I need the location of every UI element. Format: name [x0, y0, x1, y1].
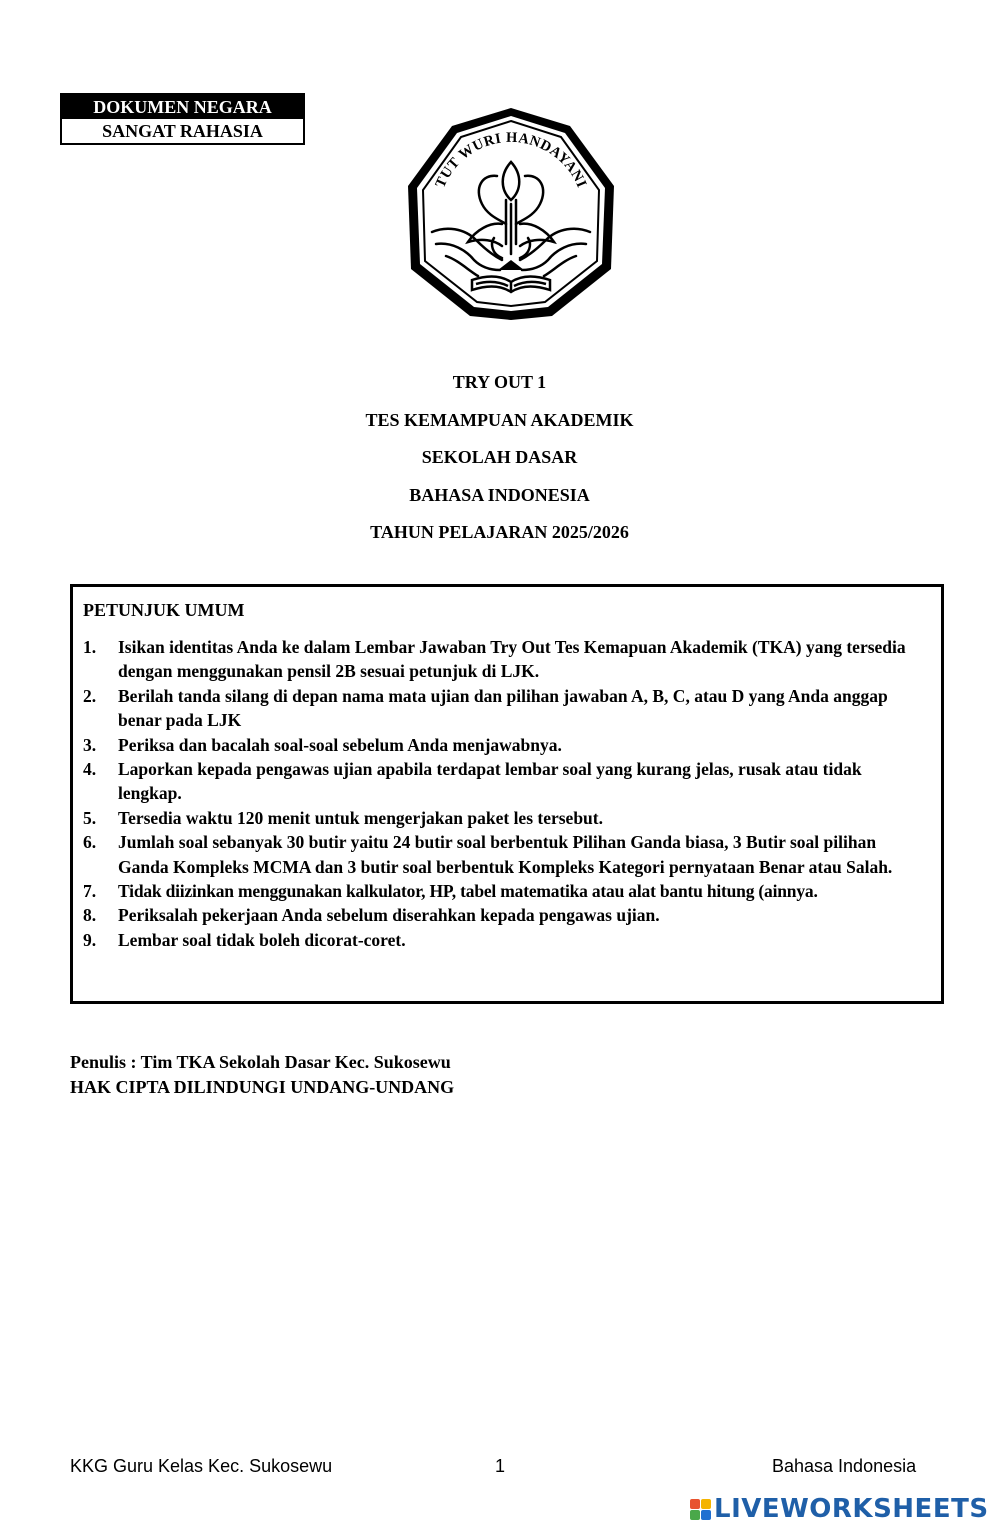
instruction-number: 2. — [83, 685, 97, 706]
instruction-text: Berilah tanda silang di depan nama mata ujian dan pilihan jawaban A, B, C, atau D yang Anda anggap benar pada LJK — [118, 685, 888, 731]
instruction-item — [83, 757, 929, 806]
title-tryout: TRY OUT 1 — [452, 372, 547, 392]
instruction-item — [83, 684, 929, 733]
instructions-heading: PETUNJUK UMUM — [83, 600, 245, 620]
footer-left: KKG Guru Kelas Kec. Sukosewu — [70, 1456, 333, 1476]
instruction-item — [83, 635, 929, 684]
instruction-text: Tidak diizinkan menggunakan kalkulator, HP, tabel matematika atau alat bantu hitung (ainnya. — [118, 881, 818, 902]
title-year: TAHUN PELAJARAN 2025/2026 — [370, 522, 629, 542]
logo-square — [690, 1510, 700, 1520]
instruction-text: Isikan identitas Anda ke dalam Lembar Jawaban Try Out Tes Kemapuan Akademik (TKA) yang tersedia dengan menggunakan pensil 2B sesuai petunjuk di LJK. — [118, 637, 906, 682]
instruction-number: 8. — [83, 905, 97, 926]
classification-line-2: SANGAT RAHASIA — [62, 119, 303, 143]
instruction-item — [83, 733, 929, 757]
instruction-number: 6. — [83, 832, 97, 853]
instruction-item — [83, 830, 929, 879]
instruction-text: Jumlah soal sebanyak 30 butir yaitu 24 butir soal berbentuk Pilihan Ganda biasa, 3 Butir soal pilihan Ganda Kompleks MCMA dan 3 butir soal berbentuk Kompleks Kategori pernyataan Benar atau Salah. — [118, 832, 893, 877]
title-subject: BAHASA INDONESIA — [409, 484, 590, 505]
title-school: SEKOLAH DASAR — [421, 447, 578, 467]
logo-square — [701, 1510, 711, 1520]
instruction-text: Tersedia waktu 120 menit untuk mengerjakan paket les tersebut. — [118, 807, 603, 828]
footer-page-number: 1 — [495, 1456, 506, 1476]
instructions-box — [70, 584, 944, 1004]
title-exam: TES KEMAMPUAN AKADEMIK — [365, 409, 634, 430]
liveworksheets-brand[interactable] — [690, 1494, 989, 1524]
brand-name: LIVEWORKSHEETS — [714, 1494, 989, 1524]
author-line: Penulis : Tim TKA Sekolah Dasar Kec. Sukosewu — [70, 1052, 451, 1072]
instruction-item — [83, 806, 929, 830]
instructions-list — [83, 635, 929, 952]
instruction-text: Periksalah pekerjaan Anda sebelum diserahkan kepada pengawas ujian. — [118, 905, 660, 926]
instruction-number: 1. — [83, 637, 97, 657]
instruction-number: 9. — [83, 929, 97, 950]
instruction-text: Periksa dan bacalah soal-soal sebelum Anda menjawabnya. — [118, 734, 562, 755]
instruction-item — [83, 879, 929, 903]
instruction-item — [83, 903, 929, 927]
instruction-text: Laporkan kepada pengawas ujian apabila terdapat lembar soal yang kurang jelas, rusak atau tidak lengkap. — [118, 759, 862, 804]
footer-right: Bahasa Indonesia — [772, 1456, 917, 1476]
tut-wuri-handayani-emblem-icon — [402, 104, 620, 322]
instruction-number: 3. — [83, 734, 97, 755]
instruction-number: 7. — [83, 881, 97, 902]
instruction-text: Lembar soal tidak boleh dicorat-coret. — [118, 929, 406, 950]
instruction-number: 4. — [83, 759, 97, 780]
classification-stamp — [60, 93, 305, 145]
logo-square — [690, 1499, 700, 1509]
emblem-motto: TUT WURI HANDAYANI — [432, 129, 590, 191]
classification-line-1: DOKUMEN NEGARA — [62, 95, 303, 119]
instruction-number: 5. — [83, 807, 97, 828]
liveworksheets-logo-icon — [690, 1499, 711, 1520]
logo-square — [701, 1499, 711, 1509]
document-titles — [0, 370, 999, 558]
instruction-item — [83, 928, 929, 952]
copyright-line: HAK CIPTA DILINDUNGI UNDANG-UNDANG — [70, 1077, 455, 1097]
credit-block — [70, 1050, 454, 1100]
